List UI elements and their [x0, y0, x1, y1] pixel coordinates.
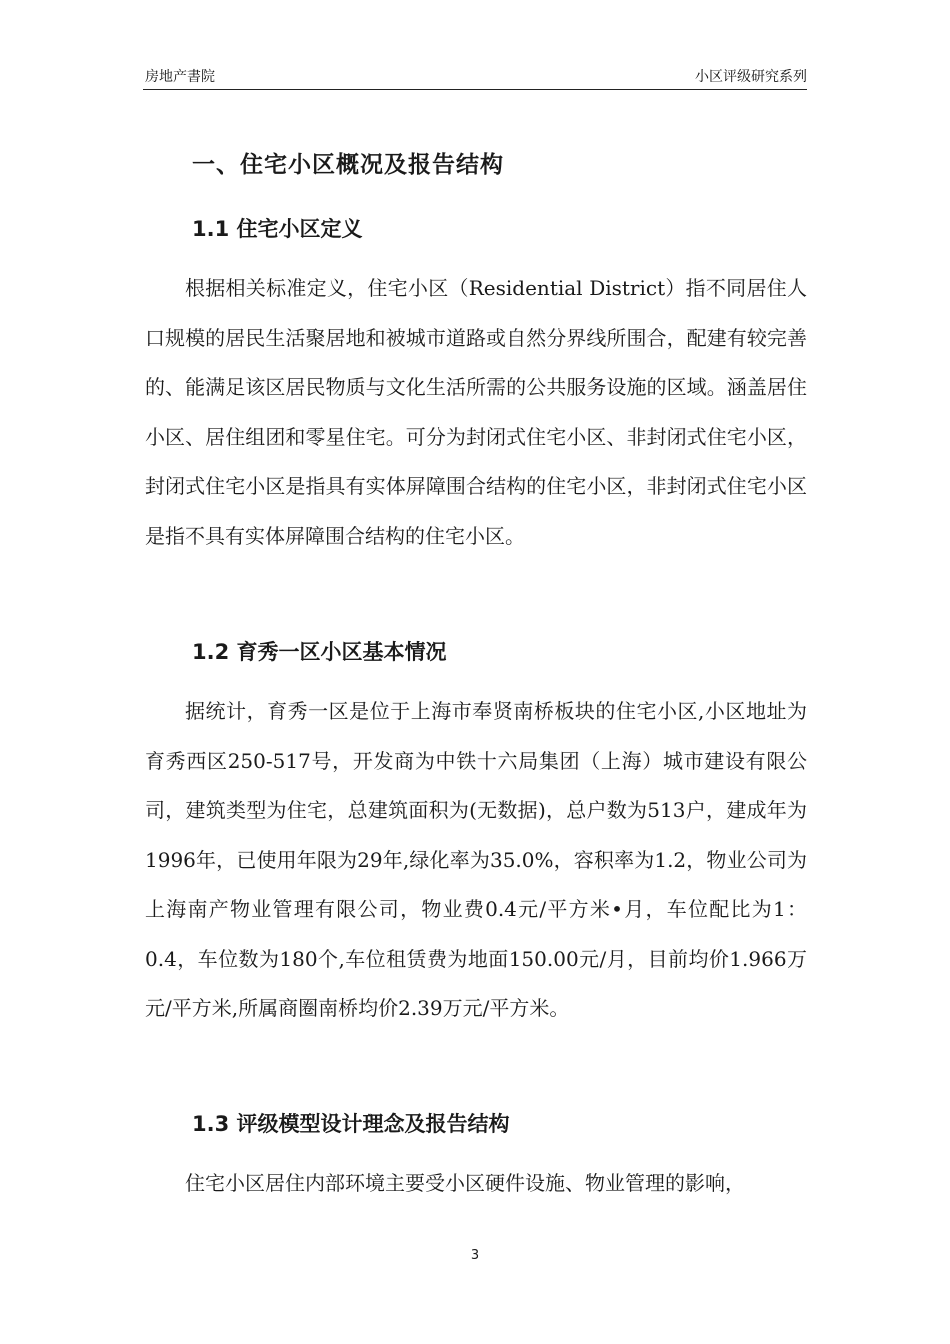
header-series-title: 小区评级研究系列	[695, 69, 807, 85]
page-number: 3	[470, 1248, 480, 1263]
heading-1-3: 1.3 评级模型设计理念及报告结构	[192, 1112, 510, 1136]
heading-1-1: 1.1 住宅小区定义	[192, 217, 363, 241]
header-divider	[143, 89, 807, 90]
paragraph-definition: 根据相关标准定义，住宅小区（Residential District）指不同居住人口规模的居民生活聚居地和被城市道路或自然分界线所围合，配建有较完善的、能满足该区居民物质与文化生活所需的公共服务设施的区域。涵盖居住小区、居住组团和零星住宅。可分为封闭式住宅小区、非封闭式住宅小区，封闭式住宅小区是指具有实体屏障围合结构的住宅小区，非封闭式住宅小区是指不具有实体屏障围合结构的住宅小区。	[145, 276, 807, 548]
heading-1-2: 1.2 育秀一区小区基本情况	[192, 640, 447, 664]
section-title: 一、住宅小区概况及报告结构	[192, 152, 504, 178]
paragraph-community-info: 据统计，育秀一区是位于上海市奉贤南桥板块的住宅小区,小区地址为育秀西区250-517号，开发商为中铁十六局集团（上海）城市建设有限公司，建筑类型为住宅，总建筑面积为(无数据)，总户数为513户，建成年为1996年，已使用年限为29年,绿化率为35.0%，容积率为1.2，物业公司为上海南产物业管理有限公司，物业费0.4元/平方米•月，车位配比为1：0.4，车位数为180个,车位租赁费为地面150.00元/月，目前均价1.966万元/平方米,所属商圈南桥均价2.39万元/平方米。	[145, 699, 807, 1020]
header-publisher: 房地产書院	[145, 69, 215, 85]
paragraph-model-design: 住宅小区居住内部环境主要受小区硬件设施、物业管理的影响，	[185, 1171, 745, 1195]
